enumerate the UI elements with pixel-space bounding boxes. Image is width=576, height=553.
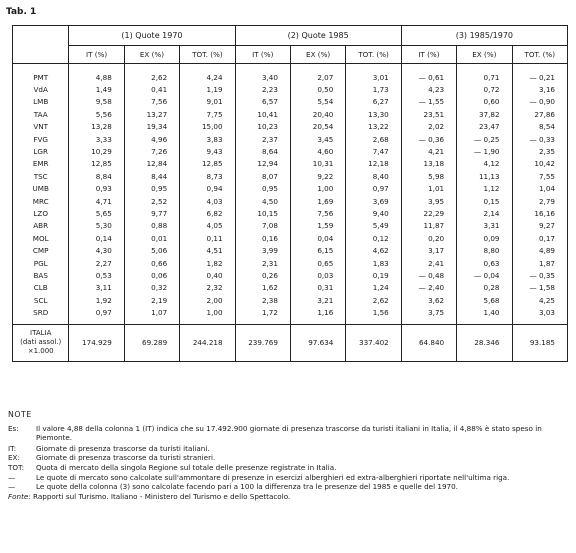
value-cell: 7,56 xyxy=(290,207,345,219)
value-cell: 11,87 xyxy=(401,220,456,232)
value-cell: 0,97 xyxy=(346,183,401,195)
value-cell: 0,65 xyxy=(290,257,345,269)
value-cell: 10,23 xyxy=(235,121,290,133)
value-cell: 0,71 xyxy=(457,71,512,83)
value-cell: — 1,58 xyxy=(512,282,567,294)
value-cell: 4,50 xyxy=(235,195,290,207)
value-cell: 2,68 xyxy=(346,133,401,145)
value-cell: 1,62 xyxy=(235,282,290,294)
group-header-row xyxy=(13,26,568,46)
value-cell: 1,19 xyxy=(180,83,235,95)
value-cell: 3,01 xyxy=(346,71,401,83)
note-text: Quota di mercato della singola Regione sul totale delle presenze registrate in Italia. xyxy=(36,462,337,472)
value-cell: 3,21 xyxy=(290,294,345,306)
value-cell: — 0,33 xyxy=(512,133,567,145)
value-cell: 7,75 xyxy=(180,108,235,120)
table-row xyxy=(13,207,568,219)
value-cell: 2,62 xyxy=(124,71,179,83)
value-cell: 0,60 xyxy=(457,96,512,108)
table-row xyxy=(13,294,568,306)
region-code: VdA xyxy=(13,83,69,95)
value-cell: 1,92 xyxy=(69,294,124,306)
value-cell: 1,49 xyxy=(69,83,124,95)
note-item xyxy=(8,463,568,473)
value-cell: 2,07 xyxy=(290,71,345,83)
value-cell: 2,02 xyxy=(401,121,456,133)
region-code: MOL xyxy=(13,232,69,244)
value-cell: 5,54 xyxy=(290,96,345,108)
note-text: Il valore 4,88 della colonna 1 (IT) indica che su 17.492.900 giornate di presenza trascorse da turisti italiani in Italia, il 4,88% è stato speso in Piemonte. xyxy=(36,423,542,443)
value-cell: 0,20 xyxy=(401,232,456,244)
value-cell: 3,95 xyxy=(401,195,456,207)
total-cell: 244.218 xyxy=(180,324,235,361)
value-cell: 10,29 xyxy=(69,145,124,157)
total-cell: 28.346 xyxy=(457,324,512,361)
value-cell: 12,18 xyxy=(346,158,401,170)
value-cell: 20,40 xyxy=(290,108,345,120)
total-cell: 239.769 xyxy=(235,324,290,361)
region-code: FVG xyxy=(13,133,69,145)
region-code: PMT xyxy=(13,71,69,83)
value-cell: 4,05 xyxy=(180,220,235,232)
note-key: — xyxy=(8,472,16,482)
value-cell: 37,82 xyxy=(457,108,512,120)
value-cell: 9,01 xyxy=(180,96,235,108)
value-cell: 23,47 xyxy=(457,121,512,133)
value-cell: 10,42 xyxy=(512,158,567,170)
value-cell: 0,04 xyxy=(290,232,345,244)
col-header: IT (%) xyxy=(235,46,290,64)
sub-header-row xyxy=(13,46,568,64)
group-header-ratio: (3) 1985/1970 xyxy=(401,26,567,46)
table-row xyxy=(13,257,568,269)
table-row xyxy=(13,96,568,108)
value-cell: 1,83 xyxy=(346,257,401,269)
value-cell: 6,57 xyxy=(235,96,290,108)
note-item xyxy=(8,424,568,443)
value-cell: 1,24 xyxy=(346,282,401,294)
value-cell: — 0,36 xyxy=(401,133,456,145)
value-cell: 8,54 xyxy=(512,121,567,133)
region-code: BAS xyxy=(13,269,69,281)
value-cell: 6,27 xyxy=(346,96,401,108)
total-cell: 174.929 xyxy=(69,324,124,361)
note-key: IT: xyxy=(8,443,17,453)
region-code: CLB xyxy=(13,282,69,294)
total-cell: 69.289 xyxy=(124,324,179,361)
note-text: Le quote della colonna (3) sono calcolate facendo pari a 100 la differenza tra le presenze del 1985 e quelle del 1970. xyxy=(36,482,458,492)
value-cell: 10,31 xyxy=(290,158,345,170)
value-cell: 0,15 xyxy=(457,195,512,207)
value-cell: 0,31 xyxy=(290,282,345,294)
value-cell: 2,37 xyxy=(235,133,290,145)
value-cell: 8,40 xyxy=(346,170,401,182)
value-cell: — 1,90 xyxy=(457,145,512,157)
table-row xyxy=(13,195,568,207)
table-label: Tab. 1 xyxy=(6,7,37,17)
region-code: SCL xyxy=(13,294,69,306)
col-header: EX (%) xyxy=(457,46,512,64)
value-cell: 4,96 xyxy=(124,133,179,145)
value-cell: 1,69 xyxy=(290,195,345,207)
value-cell: 4,21 xyxy=(401,145,456,157)
table-row xyxy=(13,108,568,120)
value-cell: 9,40 xyxy=(346,207,401,219)
value-cell: 0,95 xyxy=(235,183,290,195)
value-cell: 1,72 xyxy=(235,306,290,318)
col-header: EX (%) xyxy=(290,46,345,64)
table-row xyxy=(13,71,568,83)
value-cell: 3,75 xyxy=(401,306,456,318)
value-cell: 6,82 xyxy=(180,207,235,219)
value-cell: 8,64 xyxy=(235,145,290,157)
total-cell: 93.185 xyxy=(512,324,567,361)
value-cell: 2,00 xyxy=(180,294,235,306)
table-row xyxy=(13,220,568,232)
value-cell: 1,59 xyxy=(290,220,345,232)
value-cell: 3,31 xyxy=(457,220,512,232)
value-cell: 9,43 xyxy=(180,145,235,157)
value-cell: 0,93 xyxy=(69,183,124,195)
value-cell: 4,12 xyxy=(457,158,512,170)
table-row xyxy=(13,232,568,244)
value-cell: 11,13 xyxy=(457,170,512,182)
value-cell: 0,88 xyxy=(124,220,179,232)
value-cell: 2,79 xyxy=(512,195,567,207)
note-key: Es: xyxy=(8,423,19,433)
region-code: LZO xyxy=(13,207,69,219)
value-cell: 0,95 xyxy=(124,183,179,195)
value-cell: 8,73 xyxy=(180,170,235,182)
value-cell: 7,08 xyxy=(235,220,290,232)
value-cell: 1,87 xyxy=(512,257,567,269)
value-cell: 1,04 xyxy=(512,183,567,195)
value-cell: 7,26 xyxy=(124,145,179,157)
value-cell: 20,54 xyxy=(290,121,345,133)
value-cell: 3,11 xyxy=(69,282,124,294)
value-cell: 27,86 xyxy=(512,108,567,120)
table-row xyxy=(13,158,568,170)
value-cell: 9,22 xyxy=(290,170,345,182)
region-code: LGR xyxy=(13,145,69,157)
value-cell: 5,06 xyxy=(124,244,179,256)
value-cell: 12,84 xyxy=(124,158,179,170)
total-cell: 64.840 xyxy=(401,324,456,361)
region-code: CMP xyxy=(13,244,69,256)
value-cell: 9,58 xyxy=(69,96,124,108)
col-header: IT (%) xyxy=(401,46,456,64)
note-text: Giornate di presenza trascorse da turisti stranieri. xyxy=(36,453,216,463)
note-key: EX: xyxy=(8,453,20,463)
col-header: EX (%) xyxy=(124,46,179,64)
spacer-row xyxy=(13,64,568,72)
value-cell: 0,50 xyxy=(290,83,345,95)
value-cell: 8,07 xyxy=(235,170,290,182)
value-cell: 0,63 xyxy=(457,257,512,269)
note-item xyxy=(8,444,568,454)
note-item xyxy=(8,453,568,463)
value-cell: 4,25 xyxy=(512,294,567,306)
region-code: TSC xyxy=(13,170,69,182)
value-cell: 0,03 xyxy=(290,269,345,281)
value-cell: 3,17 xyxy=(401,244,456,256)
total-cell: 97.634 xyxy=(290,324,345,361)
note-item xyxy=(8,482,568,492)
value-cell: — 0,61 xyxy=(401,71,456,83)
group-header-1985: (2) Quote 1985 xyxy=(235,26,401,46)
value-cell: 4,03 xyxy=(180,195,235,207)
col-header: TOT. (%) xyxy=(512,46,567,64)
table-row xyxy=(13,306,568,318)
total-label-line: (dati assol.) xyxy=(20,338,62,347)
value-cell: 2,38 xyxy=(235,294,290,306)
value-cell: 2,35 xyxy=(512,145,567,157)
value-cell: 2,31 xyxy=(235,257,290,269)
value-cell: 10,41 xyxy=(235,108,290,120)
value-cell: — 0,04 xyxy=(457,269,512,281)
value-cell: 0,28 xyxy=(457,282,512,294)
value-cell: 4,71 xyxy=(69,195,124,207)
value-cell: 1,12 xyxy=(457,183,512,195)
value-cell: 3,45 xyxy=(290,133,345,145)
value-cell: 2,41 xyxy=(401,257,456,269)
data-table xyxy=(12,25,568,362)
total-label-line: ITALIA xyxy=(30,329,52,338)
note-item xyxy=(8,473,568,483)
value-cell: 13,22 xyxy=(346,121,401,133)
value-cell: 0,01 xyxy=(124,232,179,244)
value-cell: 0,14 xyxy=(69,232,124,244)
value-cell: 4,62 xyxy=(346,244,401,256)
value-cell: 4,88 xyxy=(69,71,124,83)
value-cell: 12,85 xyxy=(180,158,235,170)
region-code: TAA xyxy=(13,108,69,120)
region-header xyxy=(13,26,69,64)
value-cell: — 0,21 xyxy=(512,71,567,83)
region-code: VNT xyxy=(13,121,69,133)
col-header: TOT. (%) xyxy=(180,46,235,64)
value-cell: 6,15 xyxy=(290,244,345,256)
value-cell: 1,00 xyxy=(180,306,235,318)
total-label-line: ×1.000 xyxy=(27,347,54,356)
value-cell: 3,69 xyxy=(346,195,401,207)
col-header: TOT. (%) xyxy=(346,46,401,64)
source-text: Rapporti sul Turismo. Italiano - Ministero del Turismo e dello Spettacolo. xyxy=(33,491,291,501)
value-cell: 4,60 xyxy=(290,145,345,157)
value-cell: 22,29 xyxy=(401,207,456,219)
value-cell: 0,66 xyxy=(124,257,179,269)
table-row xyxy=(13,269,568,281)
value-cell: 3,03 xyxy=(512,306,567,318)
value-cell: 7,47 xyxy=(346,145,401,157)
value-cell: — 0,25 xyxy=(457,133,512,145)
note-key: TOT: xyxy=(8,462,25,472)
value-cell: — 0,35 xyxy=(512,269,567,281)
region-code: EMR xyxy=(13,158,69,170)
value-cell: 0,16 xyxy=(235,232,290,244)
value-cell: 0,32 xyxy=(124,282,179,294)
table-row xyxy=(13,121,568,133)
value-cell: 13,30 xyxy=(346,108,401,120)
value-cell: 2,32 xyxy=(180,282,235,294)
table-row xyxy=(13,183,568,195)
value-cell: 12,94 xyxy=(235,158,290,170)
table-row xyxy=(13,83,568,95)
value-cell: 0,06 xyxy=(124,269,179,281)
value-cell: 8,44 xyxy=(124,170,179,182)
value-cell: 0,26 xyxy=(235,269,290,281)
value-cell: 12,85 xyxy=(69,158,124,170)
region-code: MRC xyxy=(13,195,69,207)
source-label: Fonte: xyxy=(8,491,31,501)
notes-section xyxy=(8,410,568,501)
value-cell: 16,16 xyxy=(512,207,567,219)
table-row xyxy=(13,133,568,145)
value-cell: 0,72 xyxy=(457,83,512,95)
value-cell: — 0,48 xyxy=(401,269,456,281)
value-cell: 7,56 xyxy=(124,96,179,108)
value-cell: 10,15 xyxy=(235,207,290,219)
note-text: Le quote di mercato sono calcolate sull'ammontare di presenze in esercizi alberghieri ed extra-alberghieri riportate nell'ultima riga. xyxy=(36,472,510,482)
value-cell: 9,27 xyxy=(512,220,567,232)
value-cell: 1,73 xyxy=(346,83,401,95)
value-cell: — 1,55 xyxy=(401,96,456,108)
value-cell: — 2,40 xyxy=(401,282,456,294)
value-cell: 0,09 xyxy=(457,232,512,244)
group-header-1970: (1) Quote 1970 xyxy=(69,26,235,46)
total-cell: 337.402 xyxy=(346,324,401,361)
value-cell: 15,00 xyxy=(180,121,235,133)
value-cell: 2,19 xyxy=(124,294,179,306)
table-body xyxy=(13,64,568,319)
value-cell: — 0,90 xyxy=(512,96,567,108)
value-cell: 8,80 xyxy=(457,244,512,256)
value-cell: 0,19 xyxy=(346,269,401,281)
value-cell: 4,89 xyxy=(512,244,567,256)
table-row xyxy=(13,282,568,294)
notes-title: NOTE xyxy=(8,410,32,419)
value-cell: 5,65 xyxy=(69,207,124,219)
region-code: PGL xyxy=(13,257,69,269)
value-cell: 0,41 xyxy=(124,83,179,95)
value-cell: 5,49 xyxy=(346,220,401,232)
region-code: ABR xyxy=(13,220,69,232)
value-cell: 3,33 xyxy=(69,133,124,145)
value-cell: 3,40 xyxy=(235,71,290,83)
value-cell: 1,82 xyxy=(180,257,235,269)
value-cell: 1,16 xyxy=(290,306,345,318)
value-cell: 0,97 xyxy=(69,306,124,318)
value-cell: 3,83 xyxy=(180,133,235,145)
value-cell: 4,23 xyxy=(401,83,456,95)
value-cell: 5,56 xyxy=(69,108,124,120)
value-cell: 2,23 xyxy=(235,83,290,95)
value-cell: 1,40 xyxy=(457,306,512,318)
value-cell: 13,27 xyxy=(124,108,179,120)
value-cell: 1,07 xyxy=(124,306,179,318)
value-cell: 4,24 xyxy=(180,71,235,83)
region-code: UMB xyxy=(13,183,69,195)
total-label xyxy=(13,324,69,361)
region-code: SRD xyxy=(13,306,69,318)
value-cell: 3,62 xyxy=(401,294,456,306)
value-cell: 9,77 xyxy=(124,207,179,219)
col-header: IT (%) xyxy=(69,46,124,64)
value-cell: 2,52 xyxy=(124,195,179,207)
value-cell: 19,34 xyxy=(124,121,179,133)
value-cell: 2,14 xyxy=(457,207,512,219)
value-cell: 7,55 xyxy=(512,170,567,182)
value-cell: 0,11 xyxy=(180,232,235,244)
value-cell: 13,18 xyxy=(401,158,456,170)
value-cell: 1,00 xyxy=(290,183,345,195)
table-row xyxy=(13,244,568,256)
value-cell: 0,53 xyxy=(69,269,124,281)
source-line xyxy=(8,492,568,502)
total-row xyxy=(13,324,568,361)
region-code: LMB xyxy=(13,96,69,108)
value-cell: 1,01 xyxy=(401,183,456,195)
value-cell: 4,30 xyxy=(69,244,124,256)
table-row xyxy=(13,170,568,182)
note-key: — xyxy=(8,482,16,492)
value-cell: 0,17 xyxy=(512,232,567,244)
value-cell: 2,27 xyxy=(69,257,124,269)
value-cell: 5,68 xyxy=(457,294,512,306)
value-cell: 3,99 xyxy=(235,244,290,256)
value-cell: 5,30 xyxy=(69,220,124,232)
value-cell: 5,98 xyxy=(401,170,456,182)
value-cell: 2,62 xyxy=(346,294,401,306)
value-cell: 0,94 xyxy=(180,183,235,195)
value-cell: 0,40 xyxy=(180,269,235,281)
value-cell: 3,16 xyxy=(512,83,567,95)
value-cell: 23,51 xyxy=(401,108,456,120)
value-cell: 4,51 xyxy=(180,244,235,256)
value-cell: 0,12 xyxy=(346,232,401,244)
value-cell: 8,84 xyxy=(69,170,124,182)
value-cell: 1,56 xyxy=(346,306,401,318)
value-cell: 13,28 xyxy=(69,121,124,133)
note-text: Giornate di presenza trascorse da turisti italiani. xyxy=(36,443,210,453)
table-row xyxy=(13,145,568,157)
